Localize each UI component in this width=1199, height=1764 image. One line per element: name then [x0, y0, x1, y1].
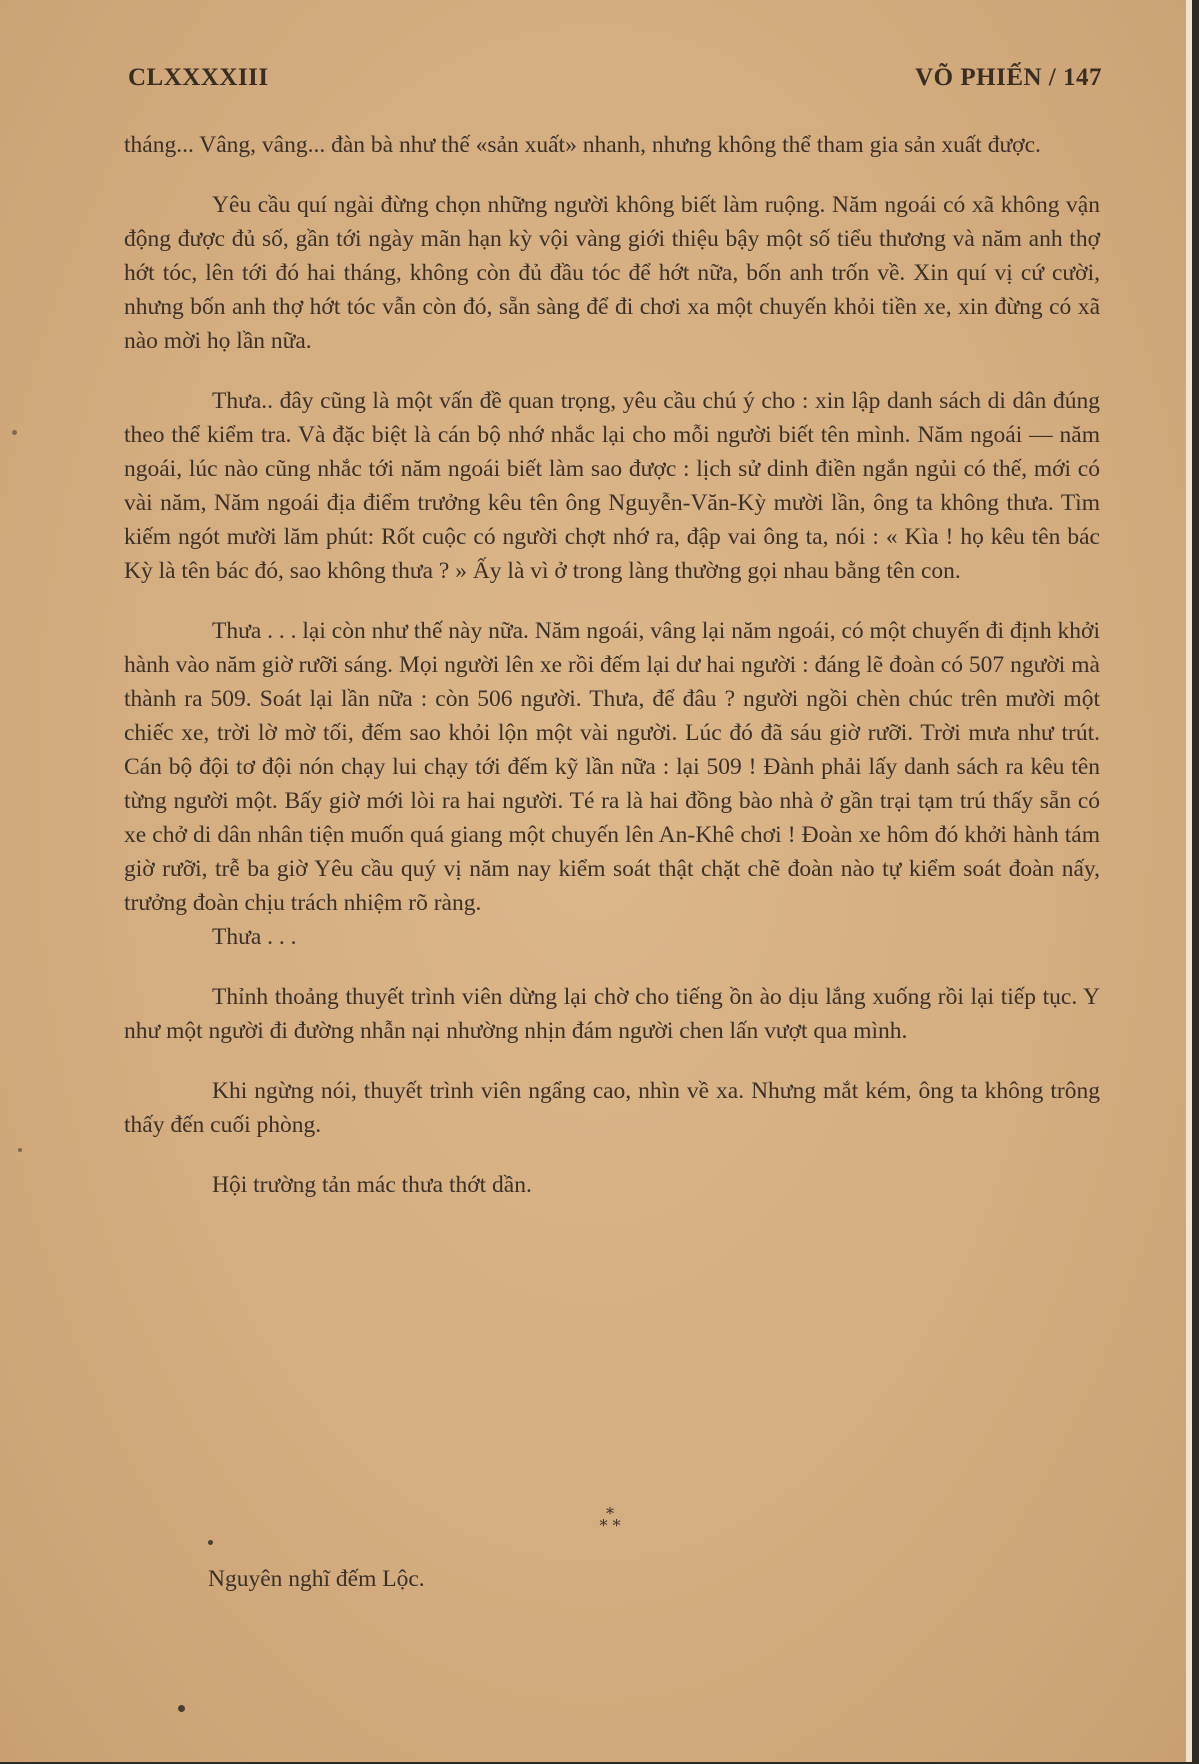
paragraph: tháng... Vâng, vâng... đàn bà như thế «sản xuất» nhanh, nhưng không thể tham gia sản xuất được.	[124, 132, 1041, 158]
paragraph: Thưa . . . lại còn như thế này nữa. Năm ngoái, vâng lại năm ngoái, có một chuyến đi định khởi hành vào năm giờ rưỡi sáng. Mọi người lên xe rồi đếm lại dư hai người : đáng lẽ đoàn có 507 người mà thành ra 509. Soát lại lần nữa : còn 506 người. Thưa, để đâu ? người ngồi chèn chúc trên mười một chiếc xe, trời lờ mờ tối, đếm sao khỏi lộn một vài người. Lúc đó đã sáu giờ rưỡi. Trời mưa như trút. Cán bộ đội tơ đội nón chạy lui chạy tới đếm kỹ lần nữa : lại 509 ! Đành phải lấy danh sách ra kêu tên từng người một. Bấy giờ mới lòi ra hai người. Té ra là hai đồng bào nhà ở gần trại tạm trú thấy sẵn có xe chở di dân nhân tiện muốn quá giang một chuyến lên An-Khê chơi ! Đoàn xe hôm đó khởi hành tám giờ rưỡi, trễ ba giờ Yêu cầu quý vị năm nay kiểm soát thật chặt chẽ đoàn nào tự kiểm soát đoàn nấy, trưởng đoàn chịu trách nhiệm rõ ràng.	[124, 618, 1100, 916]
paragraph: Hội trường tản mác thưa thớt dần.	[212, 1172, 532, 1198]
paragraph: Khi ngừng nói, thuyết trình viên ngẩng cao, nhìn về xa. Nhưng mắt kém, ông ta không trông thấy đến cuối phòng.	[124, 1078, 1100, 1138]
ornament-stars: * * *	[599, 1504, 621, 1535]
body-text	[124, 128, 1100, 1202]
paragraph: Thưa . . .	[212, 924, 297, 950]
section-break-ornament	[590, 1504, 630, 1542]
ink-speck	[12, 430, 17, 435]
paragraph: Thưa.. đây cũng là một vấn đề quan trọng, yêu cầu chú ý cho : xin lập danh sách di dân đúng theo thể kiểm tra. Và đặc biệt là cán bộ nhớ nhắc lại cho mỗi người biết tên mình. Năm ngoái — năm ngoái, lúc nào cũng nhắc tới năm ngoái biết làm sao được : lịch sử dinh điền ngắn ngủi có thế, mới có vài năm, Năm ngoái địa điểm trưởng kêu tên ông Nguyễn-Văn-Kỳ mười lần, ông ta không thưa. Tìm kiếm ngót mười lăm phút: Rốt cuộc có người chợt nhớ ra, đập vai ông ta, nói : « Kìa ! họ kêu tên bác Kỳ là tên bác đó, sao không thưa ? » Ấy là vì ở trong làng thường gọi nhau bằng tên con.	[124, 388, 1100, 584]
ink-speck	[208, 1540, 213, 1545]
ink-speck	[18, 1148, 22, 1152]
author-signature: Nguyên nghĩ đếm Lộc.	[208, 1566, 425, 1592]
paragraph: Yêu cầu quí ngài đừng chọn những người không biết làm ruộng. Năm ngoái có xã không vận động được đủ số, gần tới ngày mãn hạn kỳ vội vàng giới thiệu bậy một số tiểu thương và năm anh thợ hớt tóc, lên tới đó hai tháng, không còn đủ đầu tóc để hớt nữa, bốn anh trốn về. Xin quí vị cứ cười, nhưng bốn anh thợ hớt tóc vẫn còn đó, sẵn sàng để đi chơi xa một chuyến khỏi tiền xe, xin đừng có xã nào mời họ lần nữa.	[124, 192, 1100, 354]
roman-numeral: CLXXXXIII	[128, 64, 269, 91]
paragraph: Thỉnh thoảng thuyết trình viên dừng lại chờ cho tiếng ồn ào dịu lắng xuống rồi lại tiếp tục. Y như một người đi đường nhẫn nại nhường nhịn đám người chen lấn vượt qua mình.	[124, 984, 1100, 1044]
page-header	[128, 64, 1102, 104]
running-title: VÕ PHIẾN / 147	[915, 64, 1102, 91]
ink-speck	[178, 1705, 185, 1712]
